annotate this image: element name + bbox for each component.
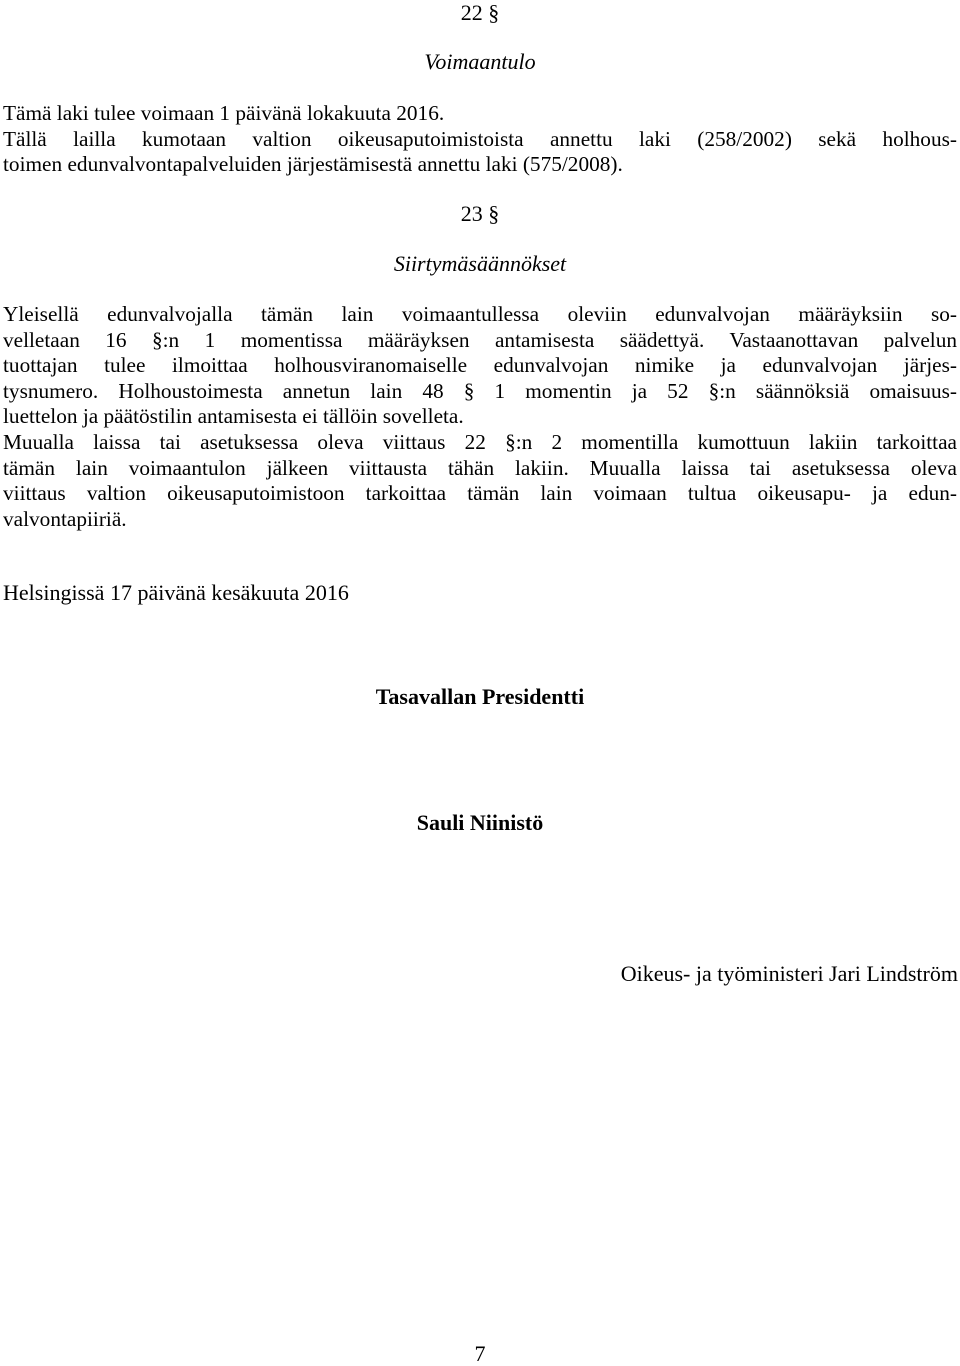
section-23-p2-line-1: Muualla laissa tai asetuksessa oleva viittaus 22 §:n 2 momentilla kumottuun lakiin tarkoittaa [3, 430, 957, 454]
section-23-p1-line-2: velletaan 16 §:n 1 momentissa määräyksen antamisesta säädettyä. Vastaanottavan palvelun [3, 327, 957, 352]
section-23-p1-line-5: luettelon ja päätöstilin antamisesta ei tällöin sovelleta. [3, 404, 464, 429]
section-22-line-1: Tämä laki tulee voimaan 1 päivänä lokakuuta 2016. [3, 101, 445, 125]
signature-title: Tasavallan Presidentti [375, 684, 585, 709]
section-23-paragraph-1 [3, 302, 957, 430]
section-23-heading: Siirtymäsäännökset [393, 251, 567, 276]
section-23-paragraph-2 [3, 430, 957, 532]
section-23-p2-line-3: viittaus valtion oikeusaputoimistoon tarkoittaa tämän lain voimaan tultua oikeusapu- ja edun- [3, 481, 957, 506]
place-and-date: Helsingissä 17 päivänä kesäkuuta 2016 [3, 580, 349, 605]
section-23-p2-line-4: valvontapiiriä. [3, 506, 127, 531]
section-22-line-3: toimen edunvalvontapalveluiden järjestämisestä annettu laki (575/2008). [3, 152, 623, 177]
section-22-body [3, 101, 957, 178]
minister-countersignature: Oikeus- ja työministeri Jari Lindström [620, 961, 958, 986]
section-23-p1-line-1: Yleisellä edunvalvojalla tämän lain voimaantullessa oleviin edunvalvojan määräyksiin so- [3, 302, 957, 326]
section-22-number: 22 § [460, 0, 500, 25]
section-22-heading: Voimaantulo [424, 49, 536, 74]
page-number: 7 [474, 1341, 486, 1366]
section-23-number: 23 § [460, 201, 500, 226]
section-23-p1-line-3: tuottajan tulee ilmoittaa holhousviranomaiselle edunvalvojan nimike ja edunvalvojan järjes- [3, 353, 957, 378]
section-22-line-2: Tällä lailla kumotaan valtion oikeusaputoimistoista annettu laki (258/2002) sekä holhous- [3, 126, 957, 151]
section-23-p2-line-2: tämän lain voimaantulon jälkeen viittausta tähän lakiin. Muualla laissa tai asetuksessa oleva [3, 455, 957, 480]
signature-name: Sauli Niinistö [416, 810, 544, 835]
section-23-p1-line-4: tysnumero. Holhoustoimesta annetun lain 48 § 1 momentin ja 52 §:n säännöksiä omaisuus- [3, 378, 957, 403]
